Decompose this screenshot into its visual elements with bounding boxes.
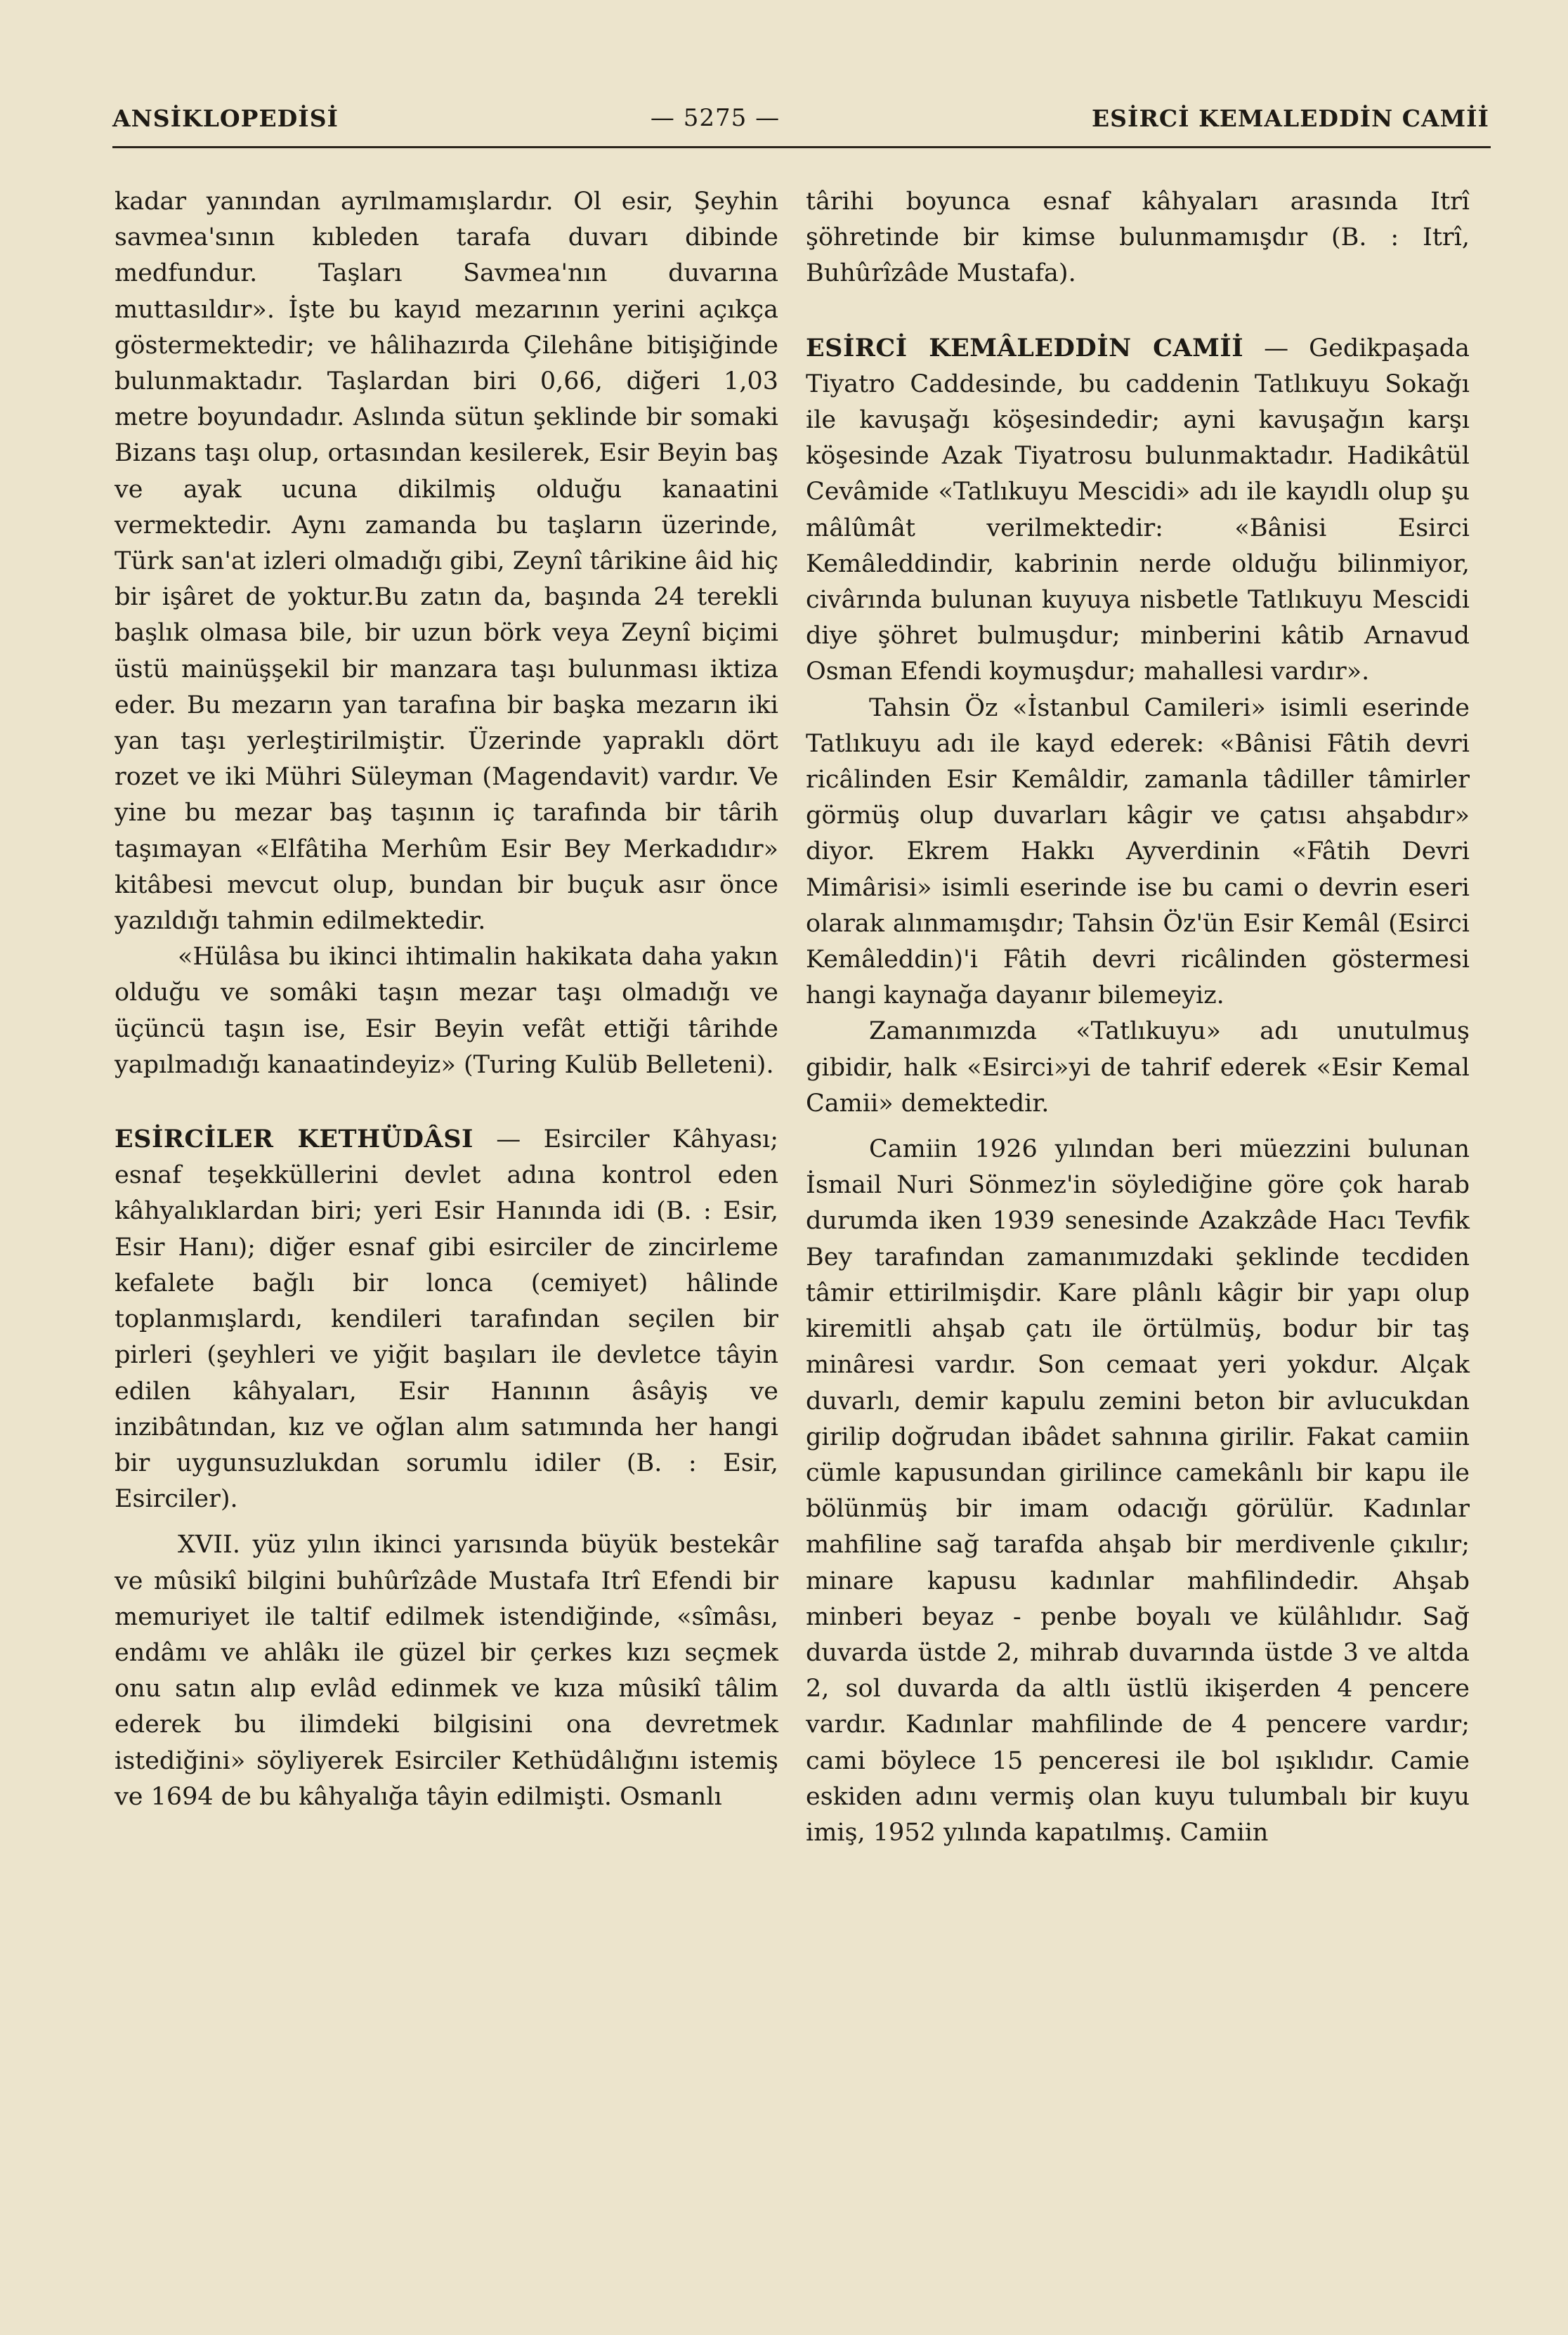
entry-headword: ESİRCİLER KETHÜDÂSI [115, 1125, 473, 1154]
running-header [112, 97, 1489, 139]
header-right-title: ESİRCİ KEMALEDDİN CAMİİ [1092, 104, 1489, 132]
page-number: — 5275 — [650, 104, 780, 132]
right-column [806, 184, 1470, 1851]
header-divider [112, 146, 1491, 148]
header-left-title: ANSİKLOPEDİSİ [112, 104, 339, 132]
right-paragraph-4: Camiin 1926 yılından beri müezzini bulunan İsmail Nuri Sönmez'in söylediğine göre çok harab durumda iken 1939 senesinde Azakzâde Hacı Tevfik Bey tarafından zamanımızdaki şeklinde tecdiden tâmir ettirilmişdir. Kare plânlı kâgir bir yapı olup kiremitli ahşab çatı ile örtülmüş, bodur bir taş minâresi vardır. Son cemaat yeri yokdur. Alçak duvarlı, demir kapulu zemini beton bir avlucukdan girilip doğrudan ibâdet sahnına girilir. Fakat camiin cümle kapusundan girilince camekânlı bir kapu ile bölünmüş bir imam odacığı görülür. Kadınlar mahfiline sağ tarafda ahşab bir merdivenle çıkılır; minare kapusu kadınlar mahfilindedir. Ahşab minberi beyaz - penbe boyalı ve külâhlıdır. Sağ duvarda üstde 2, mihrab duvarında üstde 3 ve altda 2, sol duvarda da altlı üstlü ikişerden 4 pencere vardır. Kadınlar mahfilinde de 4 pencere vardır; cami böylece 15 penceresi ile bol ışıklıdır. Camie eskiden adını vermiş olan kuyu tulumbalı bir kuyu imiş, 1952 yılında kapatılmış. Camiin [806, 1135, 1470, 1847]
entry-esirciler-kethudasi [115, 1121, 778, 1517]
left-paragraph-3: XVII. yüz yılın ikinci yarısında büyük bestekâr ve mûsikî bilgini buhûrîzâde Mustafa Itrî Efendi bir memuriyet ile taltif edilmek istendiğinde, «sîmâsı, endâmı ve ahlâkı ile güzel bir çerkes kızı seçmek onu satın alıp evlâd edinmek ve kıza mûsikî tâlim ederek bu ilimdeki bilgisini ona devretmek istediğini» söyliyerek Esirciler Kethüdâlığını istemiş ve 1694 de bu kâhyalığa tâyin edilmişti. Osmanlı [115, 1531, 778, 1811]
left-paragraph-1: kadar yanından ayrılmamışlardır. Ol esir, Şeyhin savmea'sının kıbleden tarafa duvarı dibinde medfundur. Taşları Savmea'nın duvarına muttasıldır». İşte bu kayıd mezarının yerini açıkça göstermektedir; ve hâlihazırda Çilehâne bitişiğinde bulunmaktadır. Taşlardan biri 0,66, diğeri 1,03 metre boyundadır. Aslında sütun şeklinde bir somaki Bizans taşı olup, ortasından kesilerek, Esir Beyin baş ve ayak ucuna dikilmiş olduğu kanaatini vermektedir. Aynı zamanda bu taşların üzerinde, Türk san'at izleri olmadığı gibi, Zeynî târikine âid hiç bir işâret de yoktur.Bu zatın da, başında 24 terekli başlık olmasa bile, bir uzun börk veya Zeynî biçimi üstü mainüşşekil bir manzara taşı bulunması iktiza eder. Bu mezarın yan tarafına bir başka mezarın iki yan taşı yerleştirilmiştir. Üzerinde yapraklı dört rozet ve iki Mühri Süleyman (Magendavit) vardır. Ve yine bu mezar baş taşının iç tarafında bir târih taşımayan «Elfâtiha Merhûm Esir Bey Merkadıdır» kitâbesi mevcut olup, bundan bir buçuk asır önce yazıldığı tahmin edilmektedir. [115, 188, 778, 936]
entry-esirci-kemaleddin-camii [806, 330, 1470, 691]
entry-headword: ESİRCİ KEMÂLEDDİN CAMİİ [806, 333, 1244, 362]
right-paragraph-2: Tahsin Öz «İstanbul Camileri» isimli eserinde Tatlıkuyu adı ile kayd ederek: «Bânisi Fâtih devri ricâlinden Esir Kemâldir, zamanla tâdiller tâmirler görmüş olup duvarları kâgir ve çatısı ahşabdır» diyor. Ekrem Hakkı Ayverdinin «Fâtih Devri Mimârisi» isimli eserinde ise bu cami o devrin eseri olarak alınmamışdır; Tahsin Öz'ün Esir Kemâl (Esirci Kemâleddin)'i Fâtih devri ricâlinden göstermesi hangi kaynağa dayanır bilemeyiz. [806, 693, 1470, 1010]
right-paragraph-1: târihi boyunca esnaf kâhyaları arasında Itrî şöhretinde bir kimse bulunmamışdır (B. : Itrî, Buhûrîzâde Mustafa). [806, 188, 1470, 288]
left-column [115, 184, 778, 1815]
right-paragraph-3: Zamanımızda «Tatlıkuyu» adı unutulmuş gibidir, halk «Esirci»yi de tahrif ederek «Esir Kemal Camii» demektedir. [806, 1017, 1470, 1118]
entry-body: — Gedikpaşada Tiyatro Caddesinde, bu caddenin Tatlıkuyu Sokağı ile kavuşağı köşesindedir; ayni kavuşağın karşı köşesinde Azak Tiyatrosu bulunmaktadır. Hadikâtül Cevâmide «Tatlıkuyu Mescidi» adı ile kayıdlı olup şu mâlûmât verilmektedir: «Bânisi Esirci Kemâleddindir, kabrinin nerde olduğu bilinmiyor, civârında bulunan kuyuya nisbetle Tatlıkuyu Mescidi diye şöhret bulmuşdur; minberini kâtib Arnavud Osman Efendi koymuşdur; mahallesi vardır». [806, 334, 1470, 686]
entry-body: — Esirciler Kâhyası; esnaf teşekküllerini devlet adına kontrol eden kâhyalıklardan biri; yeri Esir Hanında idi (B. : Esir, Esir Hanı); diğer esnaf gibi esirciler de zincirleme kefalete bağlı bir lonca (cemiyet) hâlinde toplanmışlardı, kendileri tarafından seçilen bir pirleri (şeyhleri ve yiğit başıları ile devletce tâyin edilen kâhyaları, Esir Hanının âsâyiş ve inzibâtından, kız ve oğlan alım satımında her hangi bir uygunsuzlukdan sorumlu idiler (B. : Esir, Esirciler). [115, 1125, 778, 1514]
left-paragraph-2: «Hülâsa bu ikinci ihtimalin hakikata daha yakın olduğu ve somâki taşın mezar taşı olmadığı ve üçüncü taşın ise, Esir Beyin vefât ettiği târihde yapılmadığı kanaatindeyiz» (Turing Kulüb Belleteni). [115, 943, 778, 1079]
